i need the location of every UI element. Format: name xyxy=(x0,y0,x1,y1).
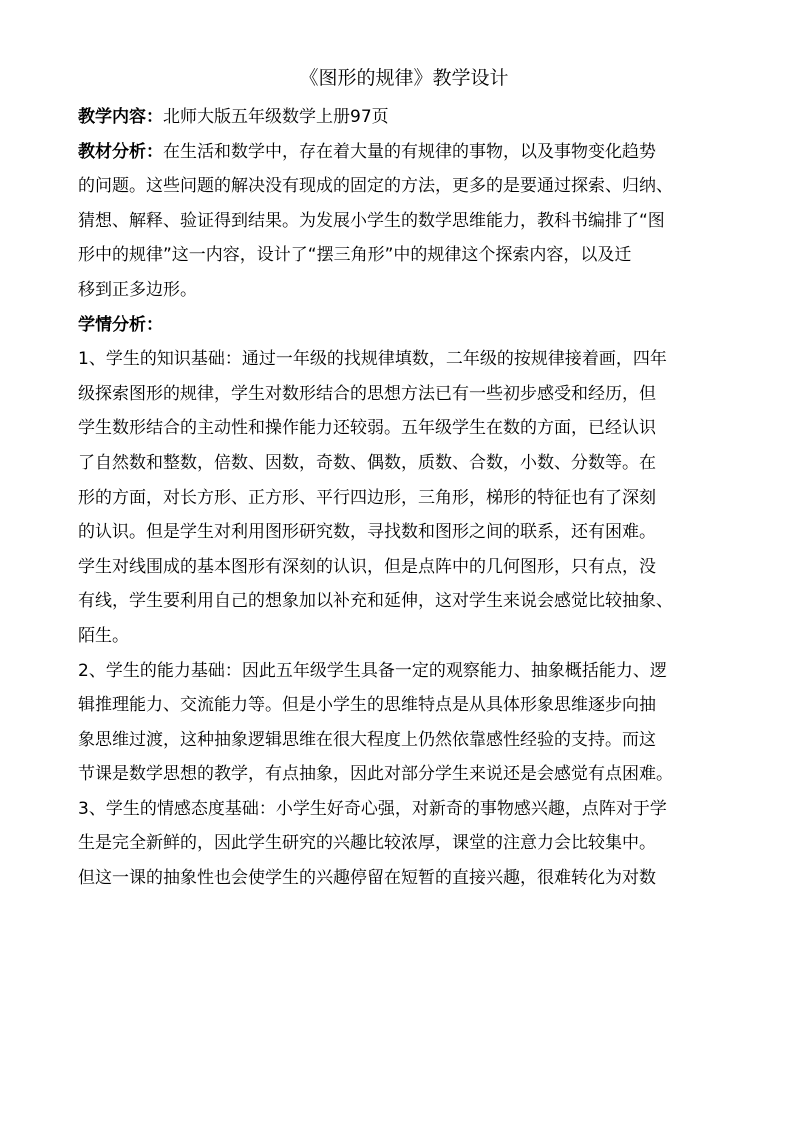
student-line-15: 但这一课的抽象性也会使学生的兴趣停留在短暂的直接兴趣，很难转化为对数 xyxy=(78,868,656,889)
analysis-line-2: 猜想、解释、验证得到结果。为发展小学生的数学思维能力，教科书编排了“图 xyxy=(78,210,665,231)
content-text: 北师大版五年级数学上册97页 xyxy=(163,107,389,127)
analysis-line-4: 移到正多边形。 xyxy=(78,279,197,300)
analysis-line-3: 形中的规律”这一内容，设计了“摆三角形”中的规律这个探索内容，以及迁 xyxy=(78,245,632,266)
student-line-13: 3、学生的情感态度基础：小学生好奇心强，对新奇的事物感兴趣，点阵对于学 xyxy=(78,798,667,819)
student-line-14: 生是完全新鲜的，因此学生研究的兴趣比较浓厚，课堂的注意力会比较集中。 xyxy=(78,833,656,854)
analysis-line-0 xyxy=(78,135,730,170)
student-line-2: 学生数形结合的主动性和操作能力还较弱。五年级学生在数的方面，已经认识 xyxy=(78,418,656,439)
document-page xyxy=(78,62,730,896)
student-line-0: 1、学生的知识基础：通过一年级的找规律填数，二年级的按规律接着画，四年 xyxy=(78,349,667,370)
student-line-11: 象思维过渡，这种抽象逻辑思维在很大程度上仍然依靠感性经验的支持。而这 xyxy=(78,729,656,750)
student-line-12: 节课是数学思想的教学，有点抽象，因此对部分学生来说还是会感觉有点困难。 xyxy=(78,764,673,785)
analysis-text-0: 在生活和数学中，存在着大量的有规律的事物，以及事物变化趋势 xyxy=(163,141,656,162)
content-label: 教学内容： xyxy=(78,107,163,127)
student-line-1: 级探索图形的规律，学生对数形结合的思想方法已有一些初步感受和经历，但 xyxy=(78,383,656,404)
student-line-5: 的认识。但是学生对利用图形研究数，寻找数和图形之间的联系，还有困难。 xyxy=(78,522,656,543)
student-line-7: 有线，学生要利用自己的想象加以补充和延伸，这对学生来说会感觉比较抽象、 xyxy=(78,591,673,612)
student-line-9: 2、学生的能力基础：因此五年级学生具备一定的观察能力、抽象概括能力、逻 xyxy=(78,660,667,681)
document-title: 《图形的规律》教学设计 xyxy=(299,67,509,89)
student-analysis-heading: 学情分析： xyxy=(78,314,163,335)
content-line xyxy=(78,100,730,135)
student-line-8: 陌生。 xyxy=(78,625,129,646)
student-line-3: 了自然数和整数，倍数、因数，奇数、偶数，质数、合数，小数、分数等。在 xyxy=(78,452,656,473)
analysis-line-1: 的问题。这些问题的解决没有现成的固定的方法，更多的是要通过探索、归纳、 xyxy=(78,176,673,197)
student-line-4: 形的方面，对长方形、正方形、平行四边形，三角形，梯形的特征也有了深刻 xyxy=(78,487,656,508)
analysis-label: 教材分析： xyxy=(78,141,163,162)
student-line-10: 辑推理能力、交流能力等。但是小学生的思维特点是从具体形象思维逐步向抽 xyxy=(78,695,656,716)
student-line-6: 学生对线围成的基本图形有深刻的认识，但是点阵中的几何图形，只有点，没 xyxy=(78,556,656,577)
